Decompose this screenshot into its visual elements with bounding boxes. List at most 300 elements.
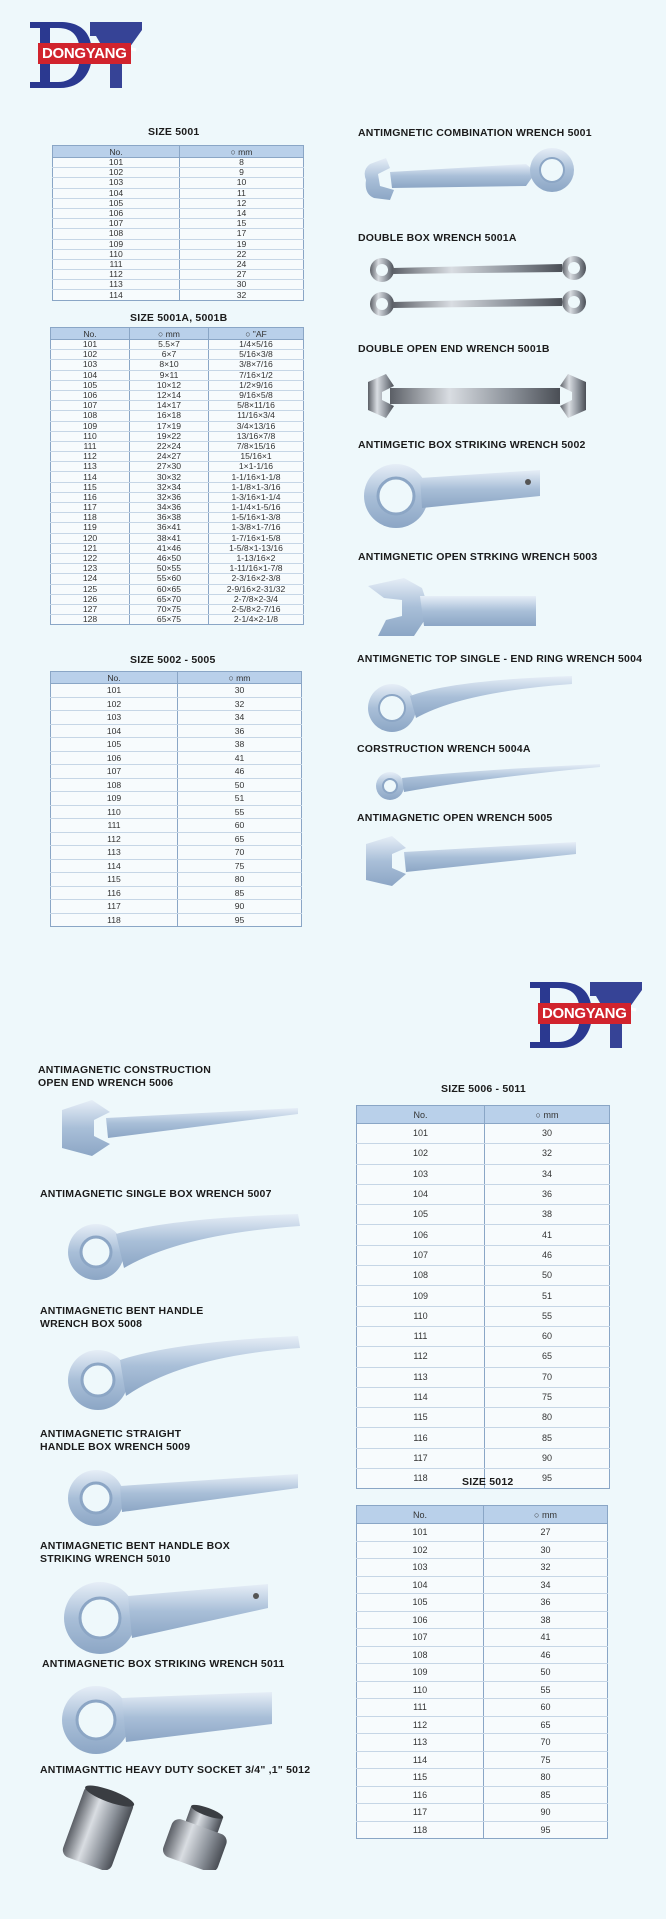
- table-cell: 85: [485, 1428, 610, 1448]
- title-line: WRENCH BOX 5008: [40, 1318, 143, 1330]
- table-row: [357, 1225, 610, 1245]
- construction-wrench-image: [372, 760, 604, 804]
- table-cell: 114: [357, 1387, 485, 1407]
- single-box-wrench-image: [62, 1208, 304, 1282]
- table-cell: 16×18: [130, 411, 209, 421]
- table-body: [51, 684, 302, 927]
- table-title-5001: SIZE 5001: [148, 126, 200, 138]
- table-cell: 1-7/16×1-5/8: [209, 533, 304, 543]
- table-cell: 9×11: [130, 370, 209, 380]
- table-cell: 108: [53, 229, 180, 239]
- table-cell: 7/16×1/2: [209, 370, 304, 380]
- table-row: [51, 832, 302, 846]
- table-cell: 128: [51, 615, 130, 625]
- table-row: [53, 259, 304, 269]
- table-cell: 102: [51, 697, 178, 711]
- table-row: [53, 280, 304, 290]
- table-row: [51, 584, 304, 594]
- table-cell: 1/2×9/16: [209, 380, 304, 390]
- table-row: [53, 270, 304, 280]
- table-cell: 111: [51, 819, 178, 833]
- table-row: [51, 751, 302, 765]
- table-cell: 6×7: [130, 350, 209, 360]
- table-cell: 106: [53, 208, 180, 218]
- open-wrench-image: [362, 834, 584, 890]
- table-cell: 105: [51, 738, 178, 752]
- table-row: [51, 792, 302, 806]
- dongyang-logo-top: [26, 20, 144, 90]
- table-cell: 106: [51, 751, 178, 765]
- table-cell: 11/16×3/4: [209, 411, 304, 421]
- size-table-5001: [52, 145, 304, 301]
- table-cell: 50: [484, 1664, 608, 1682]
- table-row: [53, 249, 304, 259]
- table-cell: 111: [51, 441, 130, 451]
- logo-wordmark: DONGYANG: [538, 1003, 631, 1024]
- column-header: No.: [51, 328, 130, 340]
- table-cell: 51: [178, 792, 302, 806]
- table-row: [357, 1326, 610, 1346]
- table-cell: 55×60: [130, 574, 209, 584]
- table-cell: 117: [51, 900, 178, 914]
- table-row: [51, 738, 302, 752]
- table-body: [53, 158, 304, 301]
- column-header: ○ mm: [484, 1506, 608, 1524]
- table-body: [357, 1524, 608, 1839]
- table-cell: 51: [485, 1286, 610, 1306]
- double-box-wrench-image: [362, 252, 602, 324]
- table-cell: 19: [180, 239, 304, 249]
- table-cell: 1-13/16×2: [209, 553, 304, 563]
- table-cell: 15/16×1: [209, 452, 304, 462]
- table-row: [51, 390, 304, 400]
- table-row: [357, 1559, 608, 1577]
- table-cell: 1/4×5/16: [209, 340, 304, 350]
- table-row: [51, 380, 304, 390]
- table-row: [51, 778, 302, 792]
- table-row: [357, 1347, 610, 1367]
- table-cell: 80: [485, 1408, 610, 1428]
- table-cell: 103: [51, 360, 130, 370]
- table-row: [51, 441, 304, 451]
- table-cell: 2-9/16×2-31/32: [209, 584, 304, 594]
- table-cell: 125: [51, 584, 130, 594]
- bent-handle-box-striking-wrench-image: [60, 1574, 274, 1656]
- table-row: [53, 219, 304, 229]
- product-title-5002: ANTIMGETIC BOX STRIKING WRENCH 5002: [358, 439, 586, 451]
- table-row: [51, 431, 304, 441]
- table-cell: 60: [485, 1326, 610, 1346]
- table-row: [357, 1387, 610, 1407]
- table-row: [51, 564, 304, 574]
- table-cell: 1-11/16×1-7/8: [209, 564, 304, 574]
- size-table-5001a: [50, 327, 304, 625]
- table-row: [53, 198, 304, 208]
- table-row: [53, 168, 304, 178]
- size-table-5002: [50, 671, 302, 927]
- table-row: [51, 684, 302, 698]
- table-cell: 70: [484, 1734, 608, 1752]
- table-cell: 65: [485, 1347, 610, 1367]
- table-cell: 115: [51, 482, 130, 492]
- table-cell: 104: [51, 724, 178, 738]
- table-cell: 104: [53, 188, 180, 198]
- table-cell: 102: [357, 1144, 485, 1164]
- product-title-5008: [40, 1305, 203, 1331]
- table-cell: 24×27: [130, 452, 209, 462]
- table-cell: 75: [484, 1751, 608, 1769]
- table-cell: 114: [53, 290, 180, 300]
- table-cell: 118: [51, 513, 130, 523]
- table-cell: 112: [51, 452, 130, 462]
- table-cell: 101: [53, 158, 180, 168]
- table-row: [357, 1266, 610, 1286]
- table-cell: 8×10: [130, 360, 209, 370]
- table-row: [51, 615, 304, 625]
- table-cell: 36: [484, 1594, 608, 1612]
- product-title-5006: [38, 1064, 211, 1090]
- table-cell: 30: [484, 1541, 608, 1559]
- table-row: [51, 859, 302, 873]
- column-header: No.: [357, 1106, 485, 1124]
- table-row: [357, 1524, 608, 1542]
- table-cell: 117: [51, 503, 130, 513]
- table-row: [53, 229, 304, 239]
- table-cell: 110: [51, 431, 130, 441]
- table-cell: 127: [51, 604, 130, 614]
- table-cell: 116: [357, 1428, 485, 1448]
- table-row: [357, 1804, 608, 1822]
- table-row: [51, 805, 302, 819]
- table-cell: 38: [484, 1611, 608, 1629]
- table-row: [51, 724, 302, 738]
- table-cell: 117: [357, 1448, 485, 1468]
- table-row: [357, 1786, 608, 1804]
- table-row: [51, 765, 302, 779]
- table-row: [357, 1306, 610, 1326]
- table-cell: 111: [357, 1326, 485, 1346]
- open-striking-wrench-image: [364, 576, 544, 640]
- table-cell: 107: [51, 401, 130, 411]
- table-cell: 114: [51, 472, 130, 482]
- table-row: [51, 900, 302, 914]
- table-cell: 85: [178, 886, 302, 900]
- product-title-5001b: DOUBLE OPEN END WRENCH 5001B: [358, 343, 550, 355]
- table-cell: 1-5/8×1-13/16: [209, 543, 304, 553]
- table-row: [357, 1428, 610, 1448]
- table-row: [51, 574, 304, 584]
- table-cell: 104: [357, 1184, 485, 1204]
- table-cell: 116: [357, 1786, 484, 1804]
- table-row: [357, 1629, 608, 1647]
- table-cell: 14×17: [130, 401, 209, 411]
- table-cell: 101: [357, 1524, 484, 1542]
- table-cell: 121: [51, 543, 130, 553]
- table-cell: 124: [51, 574, 130, 584]
- table-cell: 108: [51, 411, 130, 421]
- heavy-duty-socket-image: [58, 1784, 258, 1870]
- table-cell: 90: [178, 900, 302, 914]
- product-title-5007: ANTIMAGNETIC SINGLE BOX WRENCH 5007: [40, 1188, 272, 1200]
- table-cell: 126: [51, 594, 130, 604]
- table-row: [51, 401, 304, 411]
- table-row: [51, 913, 302, 927]
- table-cell: 1-1/4×1-5/16: [209, 503, 304, 513]
- table-row: [53, 178, 304, 188]
- table-cell: 108: [357, 1646, 484, 1664]
- table-cell: 111: [53, 259, 180, 269]
- table-cell: 113: [51, 846, 178, 860]
- table-cell: 107: [357, 1629, 484, 1647]
- table-cell: 1-3/16×1-1/4: [209, 492, 304, 502]
- product-title-5012: ANTIMAGNTTIC HEAVY DUTY SOCKET 3/4" ,1" 5012: [40, 1764, 311, 1776]
- table-cell: 118: [357, 1821, 484, 1839]
- table-row: [51, 503, 304, 513]
- table-row: [51, 452, 304, 462]
- table-cell: 46: [484, 1646, 608, 1664]
- table-cell: 95: [484, 1821, 608, 1839]
- table-row: [53, 188, 304, 198]
- table-row: [51, 411, 304, 421]
- column-header: No.: [357, 1506, 484, 1524]
- table-cell: 115: [357, 1408, 485, 1428]
- table-cell: 90: [485, 1448, 610, 1468]
- table-row: [51, 370, 304, 380]
- table-row: [51, 492, 304, 502]
- table-cell: 41: [484, 1629, 608, 1647]
- table-cell: 9/16×5/8: [209, 390, 304, 400]
- table-cell: 123: [51, 564, 130, 574]
- table-cell: 101: [51, 684, 178, 698]
- table-cell: 22: [180, 249, 304, 259]
- table-cell: 95: [485, 1469, 610, 1489]
- bent-handle-box-wrench-image: [64, 1330, 304, 1412]
- size-table-5012: [356, 1505, 608, 1839]
- table-row: [357, 1751, 608, 1769]
- table-row: [357, 1716, 608, 1734]
- table-cell: 105: [51, 380, 130, 390]
- table-cell: 118: [51, 913, 178, 927]
- column-header: ○ "AF: [209, 328, 304, 340]
- table-cell: 17×19: [130, 421, 209, 431]
- table-cell: 38: [485, 1205, 610, 1225]
- table-cell: 102: [51, 350, 130, 360]
- table-cell: 107: [357, 1245, 485, 1265]
- table-cell: 101: [357, 1124, 485, 1144]
- table-cell: 36: [178, 724, 302, 738]
- table-cell: 27: [484, 1524, 608, 1542]
- table-row: [357, 1699, 608, 1717]
- table-row: [51, 482, 304, 492]
- product-title-5001: ANTIMGNETIC COMBINATION WRENCH 5001: [358, 127, 592, 139]
- table-cell: 110: [357, 1681, 484, 1699]
- table-cell: 50×55: [130, 564, 209, 574]
- product-title-5011: ANTIMAGNETIC BOX STRIKING WRENCH 5011: [42, 1658, 285, 1670]
- table-cell: 70×75: [130, 604, 209, 614]
- table-cell: 80: [484, 1769, 608, 1787]
- table-cell: 112: [51, 832, 178, 846]
- table-row: [357, 1367, 610, 1387]
- product-title-5005: ANTIMAGNETIC OPEN WRENCH 5005: [357, 812, 553, 824]
- table-cell: 114: [357, 1751, 484, 1769]
- table-row: [51, 604, 304, 614]
- table-cell: 5/8×11/16: [209, 401, 304, 411]
- table-cell: 65: [484, 1716, 608, 1734]
- logo-wordmark: DONGYANG: [38, 43, 131, 64]
- table-row: [357, 1448, 610, 1468]
- table-cell: 22×24: [130, 441, 209, 451]
- table-cell: 80: [178, 873, 302, 887]
- table-cell: 109: [53, 239, 180, 249]
- table-cell: 113: [51, 462, 130, 472]
- table-cell: 65×70: [130, 594, 209, 604]
- title-line: ANTIMAGNETIC BENT HANDLE: [40, 1305, 204, 1317]
- table-cell: 55: [485, 1306, 610, 1326]
- title-line: ANTIMAGNETIC STRAIGHT: [40, 1428, 182, 1440]
- table-cell: 1-5/16×1-3/8: [209, 513, 304, 523]
- table-cell: 104: [357, 1576, 484, 1594]
- table-row: [357, 1821, 608, 1839]
- table-cell: 24: [180, 259, 304, 269]
- table-cell: 46: [178, 765, 302, 779]
- product-title-5004: ANTIMGNETIC TOP SINGLE - END RING WRENCH 5004: [357, 653, 643, 665]
- table-cell: 36: [485, 1184, 610, 1204]
- table-cell: 55: [178, 805, 302, 819]
- table-cell: 50: [485, 1266, 610, 1286]
- table-cell: 41: [178, 751, 302, 765]
- table-cell: 32×36: [130, 492, 209, 502]
- table-cell: 105: [357, 1594, 484, 1612]
- table-title-5002: SIZE 5002 - 5005: [130, 654, 216, 666]
- table-row: [51, 873, 302, 887]
- table-row: [357, 1124, 610, 1144]
- table-cell: 104: [51, 370, 130, 380]
- table-cell: 103: [357, 1559, 484, 1577]
- table-row: [357, 1664, 608, 1682]
- table-cell: 12: [180, 198, 304, 208]
- table-cell: 27: [180, 270, 304, 280]
- table-cell: 9: [180, 168, 304, 178]
- table-cell: 102: [53, 168, 180, 178]
- table-cell: 41×46: [130, 543, 209, 553]
- table-cell: 106: [51, 390, 130, 400]
- table-cell: 19×22: [130, 431, 209, 441]
- table-cell: 107: [53, 219, 180, 229]
- table-row: [357, 1541, 608, 1559]
- table-row: [51, 553, 304, 563]
- table-title-5012: SIZE 5012: [462, 1476, 514, 1488]
- table-cell: 34×36: [130, 503, 209, 513]
- table-cell: 50: [178, 778, 302, 792]
- table-cell: 110: [357, 1306, 485, 1326]
- table-cell: 17: [180, 229, 304, 239]
- table-cell: 38×41: [130, 533, 209, 543]
- table-row: [51, 711, 302, 725]
- double-open-end-wrench-image: [364, 368, 594, 424]
- table-cell: 30: [180, 280, 304, 290]
- table-cell: 122: [51, 553, 130, 563]
- size-table-5006: [356, 1105, 610, 1489]
- product-title-5001a: DOUBLE BOX WRENCH 5001A: [358, 232, 517, 244]
- table-cell: 1×1-1/16: [209, 462, 304, 472]
- table-cell: 109: [51, 421, 130, 431]
- table-row: [53, 208, 304, 218]
- product-title-5003: ANTIMGNETIC OPEN STRKING WRENCH 5003: [358, 551, 598, 563]
- table-row: [51, 543, 304, 553]
- table-cell: 27×30: [130, 462, 209, 472]
- table-cell: 116: [51, 492, 130, 502]
- table-cell: 11: [180, 188, 304, 198]
- table-cell: 112: [357, 1716, 484, 1734]
- table-cell: 1-1/16×1-1/8: [209, 472, 304, 482]
- table-cell: 32: [484, 1559, 608, 1577]
- table-cell: 5.5×7: [130, 340, 209, 350]
- column-header: ○ mm: [130, 328, 209, 340]
- table-cell: 1-1/8×1-3/16: [209, 482, 304, 492]
- table-row: [51, 513, 304, 523]
- product-title-5004a: CORSTRUCTION WRENCH 5004A: [357, 743, 531, 755]
- table-cell: 113: [357, 1734, 484, 1752]
- table-cell: 106: [357, 1611, 484, 1629]
- table-cell: 101: [51, 340, 130, 350]
- table-row: [51, 533, 304, 543]
- column-header: No.: [53, 146, 180, 158]
- table-cell: 108: [51, 778, 178, 792]
- table-cell: 46: [485, 1245, 610, 1265]
- column-header: ○ mm: [178, 672, 302, 684]
- table-cell: 90: [484, 1804, 608, 1822]
- table-cell: 112: [53, 270, 180, 280]
- table-row: [357, 1205, 610, 1225]
- table-row: [357, 1611, 608, 1629]
- table-cell: 5/16×3/8: [209, 350, 304, 360]
- table-cell: 107: [51, 765, 178, 779]
- table-cell: 112: [357, 1347, 485, 1367]
- table-cell: 70: [485, 1367, 610, 1387]
- table-cell: 103: [357, 1164, 485, 1184]
- table-row: [53, 239, 304, 249]
- table-cell: 75: [485, 1387, 610, 1407]
- table-row: [53, 290, 304, 300]
- table-row: [51, 523, 304, 533]
- table-cell: 60: [178, 819, 302, 833]
- table-cell: 108: [357, 1266, 485, 1286]
- table-row: [51, 360, 304, 370]
- table-cell: 32: [485, 1144, 610, 1164]
- table-cell: 95: [178, 913, 302, 927]
- table-cell: 116: [51, 886, 178, 900]
- table-row: [53, 158, 304, 168]
- table-cell: 30×32: [130, 472, 209, 482]
- table-cell: 110: [53, 249, 180, 259]
- table-cell: 15: [180, 219, 304, 229]
- column-header: No.: [51, 672, 178, 684]
- combination-wrench-image: [356, 142, 596, 214]
- table-body: [51, 340, 304, 625]
- table-row: [357, 1594, 608, 1612]
- table-cell: 85: [484, 1786, 608, 1804]
- table-cell: 2-1/4×2-1/8: [209, 615, 304, 625]
- table-cell: 41: [485, 1225, 610, 1245]
- dongyang-logo-bottom: [526, 980, 644, 1050]
- table-cell: 34: [484, 1576, 608, 1594]
- table-cell: 2-5/8×2-7/16: [209, 604, 304, 614]
- table-title-5001a: SIZE 5001A, 5001B: [130, 312, 228, 324]
- table-cell: 36×41: [130, 523, 209, 533]
- product-title-5010: [40, 1540, 230, 1566]
- table-cell: 65: [178, 832, 302, 846]
- table-cell: 12×14: [130, 390, 209, 400]
